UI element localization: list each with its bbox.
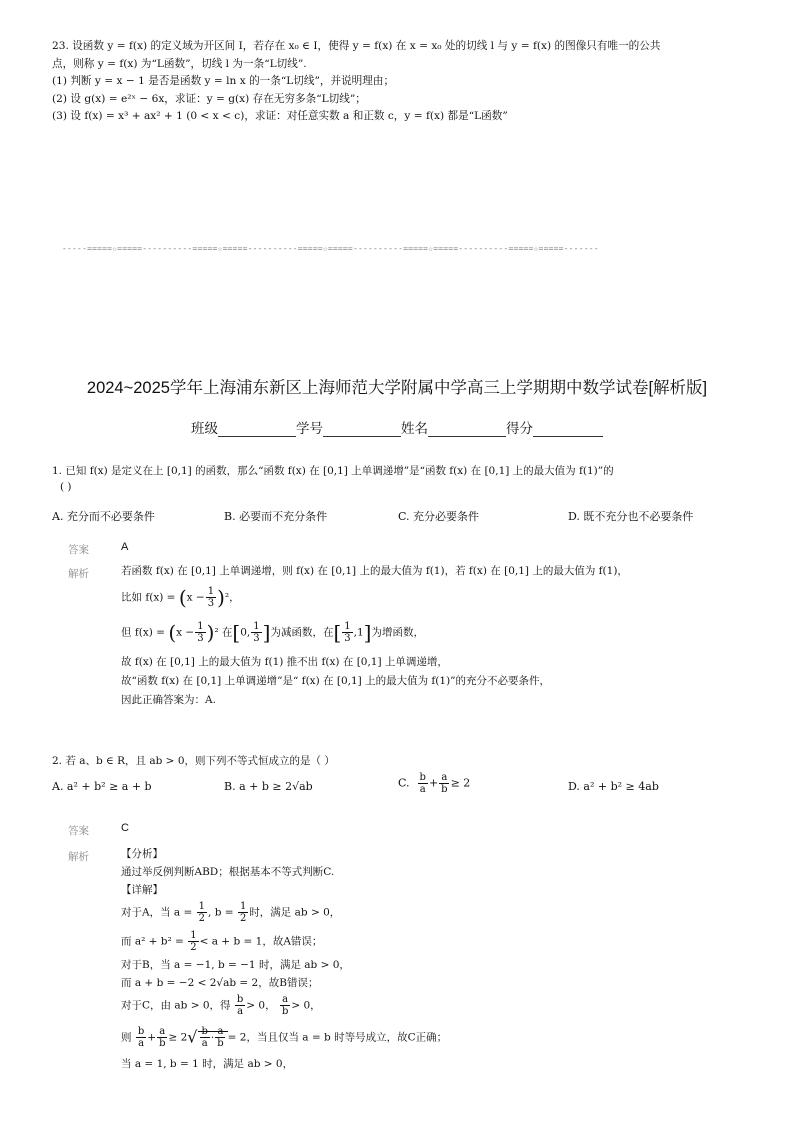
solution-line: 而 a + b = −2 < 2√ab = 2，故B错误； — [121, 977, 319, 989]
q2-option-b: B. a + b ≥ 2√ab — [224, 780, 313, 793]
solution-line: 故“函数 f(x) 在 [0,1] 上单调递增”是“ f(x) 在 [0,1] 上的最大值为 f(1)”的充分不必要条件， — [121, 675, 551, 687]
q23-line: (1) 判断 y = x − 1 是否是函数 y = ln x 的一条“L切线”，并说明理由； — [52, 75, 395, 87]
q2-analysis-label: 解析 — [68, 851, 89, 863]
question-23 — [52, 38, 752, 126]
solution-line: 对于A，当 a = $\frac{1}{2}$ , b = $\frac{1}{2}$ 时，满足 ab > 0， — [121, 901, 341, 924]
q2-stem: 2. 若 a、b ∈ R，且 ab > 0，则下列不等式恒成立的是（ ） — [52, 755, 335, 767]
class-blank[interactable] — [218, 422, 296, 437]
name-blank[interactable] — [428, 422, 506, 437]
q1-answer-label: 答案 — [68, 544, 89, 556]
q1-option-a: A. 充分而不必要条件 — [52, 510, 155, 523]
q1-stem-line2: ( ) — [60, 481, 72, 493]
solution-line: 但 f(x) = (x − $\frac{1}{3}$ )² 在[0, $\frac{1}{3}$ ]为减函数，在[ $\frac{1}{3}$ ,1]为增函数， — [121, 620, 424, 645]
section-divider: -----=====☆=====----------=====☆=====----------=====☆=====----------=====☆=====----------=====☆=====------- — [62, 244, 599, 253]
solution-line: 通过举反例判断ABD；根据基本不等式判断C. — [121, 866, 335, 878]
q2-answer-label: 答案 — [68, 825, 89, 837]
number-blank[interactable] — [323, 422, 401, 437]
solution-line: 当 a = 1, b = 1 时，满足 ab > 0， — [121, 1058, 294, 1070]
solution-line: 对于B，当 a = −1, b = −1 时，满足 ab > 0， — [121, 959, 350, 971]
q2-option-a: A. a² + b² ≥ a + b — [52, 780, 152, 793]
q1-option-c: C. 充分必要条件 — [398, 510, 480, 523]
exam-title: 2024~2025学年上海浦东新区上海师范大学附属中学高三上学期期中数学试卷[解析版] — [86, 379, 708, 397]
q1-option-b: B. 必要而不充分条件 — [224, 510, 328, 523]
q1-option-d: D. 既不充分也不必要条件 — [568, 510, 694, 523]
solution-line: 对于C，由 ab > 0，得 $\frac{b}{a}$ > 0， $\frac{a}{b}$ > 0， — [121, 994, 321, 1017]
q23-line: (3) 设 f(x) = x³ + ax² + 1 (0 < x < c)，求证：对任意实数 a 和正数 c，y = f(x) 都是“L函数” — [52, 110, 508, 122]
q1-answer: A — [121, 541, 129, 553]
q2-option-d: D. a² + b² ≥ 4ab — [568, 780, 659, 793]
score-label: 得分 — [506, 421, 533, 436]
solution-line: 【分析】 — [121, 848, 163, 860]
q23-line: (2) 设 g(x) = e²ˣ − 6x，求证：y = g(x) 存在无穷多条“L切线”； — [52, 92, 366, 105]
name-label: 姓名 — [401, 421, 428, 436]
q1-solution — [121, 566, 761, 716]
q2-solution — [121, 849, 761, 1079]
solution-line: 则 $\frac{b}{a}$ + $\frac{a}{b}$ ≥ 2√ $\frac{b}{a}$ · $\frac{a}{b}$ = 2，当且仅当 a = b 时等号成立，故C正确； — [121, 1026, 448, 1049]
q23-line: 23. 设函数 y = f(x) 的定义域为开区间 I，若存在 x₀ ∈ I，使得 y = f(x) 在 x = x₀ 处的切线 l 与 y = f(x) 的图像只有唯一的公共 — [52, 40, 661, 52]
q2-answer: C — [121, 822, 129, 834]
class-label: 班级 — [191, 421, 218, 436]
number-label: 学号 — [296, 421, 323, 436]
score-blank[interactable] — [533, 422, 603, 437]
q23-line: 点，则称 y = f(x) 为“L函数”，切线 l 为一条“L切线”. — [52, 57, 307, 70]
q2-option-c: C. $\frac{b}{a}$ + $\frac{a}{b}$ ≥ 2 — [398, 772, 471, 795]
solution-line: 比如 f(x) = (x − $\frac{1}{3}$ )²， — [121, 585, 240, 610]
solution-line: 【详解】 — [121, 884, 163, 896]
solution-line: 故 f(x) 在 [0,1] 上的最大值为 f(1) 推不出 f(x) 在 [0,1] 上单调递增， — [121, 656, 448, 668]
solution-line: 若函数 f(x) 在 [0,1] 上单调递增，则 f(x) 在 [0,1] 上的最大值为 f(1)，若 f(x) 在 [0,1] 上的最大值为 f(1)， — [121, 565, 628, 577]
q1-analysis-label: 解析 — [68, 568, 89, 580]
solution-line: 而 a² + b² = $\frac{1}{2}$ < a + b = 1，故A错误； — [121, 930, 323, 953]
solution-line: 因此正确答案为：A. — [121, 694, 216, 706]
student-info-fields — [0, 417, 794, 437]
q1-stem-line1: 1. 已知 f(x) 是定义在上 [0,1] 的函数，那么“函数 f(x) 在 [0,1] 上单调递增”是“函数 f(x) 在 [0,1] 上的最大值为 f(1)”的 — [52, 465, 614, 477]
